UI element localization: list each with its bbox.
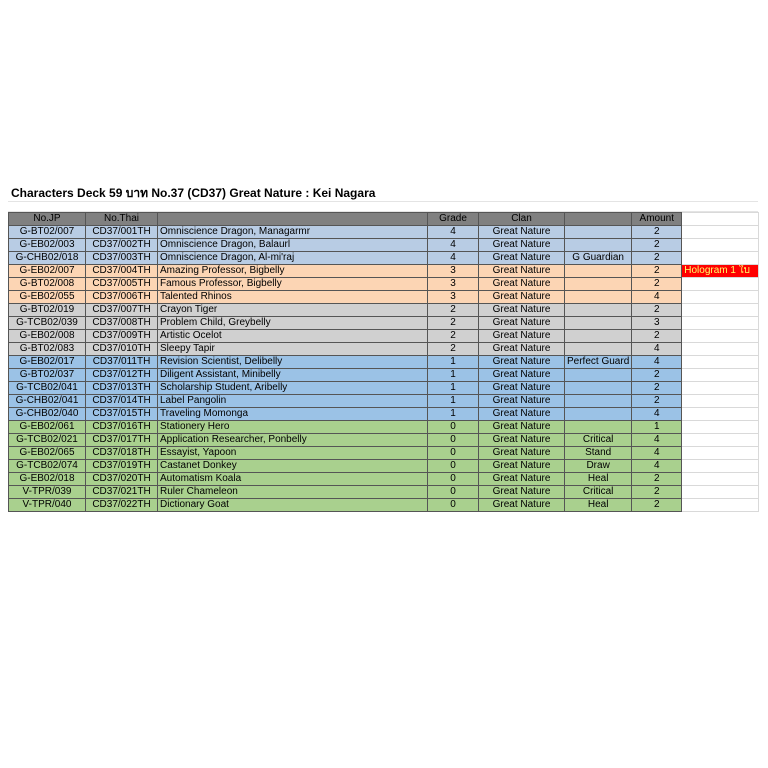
cell-grade: 0 (428, 499, 479, 512)
cell-amount: 2 (632, 252, 682, 265)
table-row (9, 239, 759, 252)
deck-table (8, 212, 759, 512)
cell-grade: 1 (428, 395, 479, 408)
table-row (9, 252, 759, 265)
cell-note (682, 291, 759, 304)
cell-grade: 4 (428, 239, 479, 252)
cell-grade: 1 (428, 382, 479, 395)
cell-card-name: Artistic Ocelot (158, 330, 428, 343)
cell-no-thai: CD37/005TH (86, 278, 158, 291)
table-row (9, 460, 759, 473)
cell-no-thai: CD37/012TH (86, 369, 158, 382)
cell-no-thai: CD37/015TH (86, 408, 158, 421)
cell-card-name: Problem Child, Greybelly (158, 317, 428, 330)
cell-amount: 2 (632, 369, 682, 382)
cell-grade: 2 (428, 343, 479, 356)
cell-no-thai: CD37/002TH (86, 239, 158, 252)
cell-no-jp: G-TCB02/074 (9, 460, 86, 473)
cell-skill: G Guardian (565, 252, 632, 265)
cell-skill (565, 304, 632, 317)
header-name (158, 213, 428, 226)
cell-skill (565, 291, 632, 304)
cell-skill (565, 265, 632, 278)
cell-grade: 2 (428, 330, 479, 343)
cell-amount: 2 (632, 239, 682, 252)
cell-grade: 2 (428, 317, 479, 330)
cell-grade: 0 (428, 434, 479, 447)
cell-skill (565, 278, 632, 291)
cell-card-name: Stationery Hero (158, 421, 428, 434)
cell-clan: Great Nature (479, 369, 565, 382)
header-skill (565, 213, 632, 226)
table-row (9, 434, 759, 447)
cell-note (682, 278, 759, 291)
table-row (9, 499, 759, 512)
cell-grade: 1 (428, 408, 479, 421)
cell-card-name: Sleepy Tapir (158, 343, 428, 356)
cell-note (682, 226, 759, 239)
cell-amount: 2 (632, 486, 682, 499)
cell-note (682, 382, 759, 395)
cell-clan: Great Nature (479, 395, 565, 408)
cell-skill: Critical (565, 486, 632, 499)
cell-amount: 2 (632, 499, 682, 512)
cell-note (682, 317, 759, 330)
cell-no-jp: G-EB02/007 (9, 265, 86, 278)
cell-card-name: Crayon Tiger (158, 304, 428, 317)
cell-no-thai: CD37/003TH (86, 252, 158, 265)
cell-note (682, 447, 759, 460)
header-clan: Clan (479, 213, 565, 226)
cell-clan: Great Nature (479, 291, 565, 304)
cell-amount: 4 (632, 356, 682, 369)
cell-no-thai: CD37/020TH (86, 473, 158, 486)
cell-card-name: Famous Professor, Bigbelly (158, 278, 428, 291)
cell-grade: 2 (428, 304, 479, 317)
cell-grade: 1 (428, 369, 479, 382)
cell-clan: Great Nature (479, 434, 565, 447)
cell-skill: Draw (565, 460, 632, 473)
cell-no-thai: CD37/017TH (86, 434, 158, 447)
cell-amount: 2 (632, 278, 682, 291)
cell-note (682, 330, 759, 343)
cell-clan: Great Nature (479, 304, 565, 317)
cell-no-thai: CD37/019TH (86, 460, 158, 473)
cell-skill: Stand (565, 447, 632, 460)
cell-no-jp: G-TCB02/041 (9, 382, 86, 395)
header-row (9, 213, 759, 226)
sheet-title: Characters Deck 59 บาท No.37 (CD37) Great Nature : Kei Nagara (11, 186, 376, 200)
cell-card-name: Ruler Chameleon (158, 486, 428, 499)
cell-skill: Heal (565, 499, 632, 512)
cell-note (682, 395, 759, 408)
table-row (9, 291, 759, 304)
cell-amount: 2 (632, 226, 682, 239)
cell-clan: Great Nature (479, 265, 565, 278)
cell-skill: Critical (565, 434, 632, 447)
cell-card-name: Traveling Momonga (158, 408, 428, 421)
cell-amount: 1 (632, 421, 682, 434)
cell-skill (565, 343, 632, 356)
cell-clan: Great Nature (479, 252, 565, 265)
table-row (9, 382, 759, 395)
cell-card-name: Label Pangolin (158, 395, 428, 408)
cell-no-thai: CD37/010TH (86, 343, 158, 356)
cell-no-jp: G-BT02/019 (9, 304, 86, 317)
cell-no-jp: G-EB02/065 (9, 447, 86, 460)
cell-no-thai: CD37/006TH (86, 291, 158, 304)
cell-no-thai: CD37/007TH (86, 304, 158, 317)
cell-no-thai: CD37/016TH (86, 421, 158, 434)
cell-card-name: Amazing Professor, Bigbelly (158, 265, 428, 278)
table-row (9, 473, 759, 486)
cell-note (682, 421, 759, 434)
cell-grade: 3 (428, 278, 479, 291)
cell-clan: Great Nature (479, 382, 565, 395)
cell-no-thai: CD37/009TH (86, 330, 158, 343)
cell-no-jp: G-BT02/008 (9, 278, 86, 291)
cell-no-thai: CD37/001TH (86, 226, 158, 239)
cell-amount: 4 (632, 408, 682, 421)
cell-no-jp: G-CHB02/040 (9, 408, 86, 421)
cell-no-jp: G-CHB02/018 (9, 252, 86, 265)
cell-clan: Great Nature (479, 330, 565, 343)
cell-note (682, 408, 759, 421)
cell-clan: Great Nature (479, 499, 565, 512)
cell-clan: Great Nature (479, 447, 565, 460)
table-row (9, 265, 759, 278)
cell-no-thai: CD37/014TH (86, 395, 158, 408)
cell-note (682, 239, 759, 252)
cell-clan: Great Nature (479, 343, 565, 356)
cell-amount: 4 (632, 434, 682, 447)
table-row (9, 408, 759, 421)
cell-no-thai: CD37/008TH (86, 317, 158, 330)
cell-clan: Great Nature (479, 356, 565, 369)
cell-no-jp: G-EB02/008 (9, 330, 86, 343)
cell-skill (565, 421, 632, 434)
cell-clan: Great Nature (479, 408, 565, 421)
cell-card-name: Revision Scientist, Delibelly (158, 356, 428, 369)
cell-card-name: Omniscience Dragon, Managarmr (158, 226, 428, 239)
empty-row (8, 199, 758, 212)
cell-amount: 2 (632, 265, 682, 278)
header-amount: Amount (632, 213, 682, 226)
cell-no-thai: CD37/011TH (86, 356, 158, 369)
cell-skill (565, 395, 632, 408)
cell-note (682, 434, 759, 447)
cell-no-jp: G-EB02/017 (9, 356, 86, 369)
cell-skill: Perfect Guard (565, 356, 632, 369)
cell-clan: Great Nature (479, 460, 565, 473)
cell-no-thai: CD37/013TH (86, 382, 158, 395)
cell-no-jp: V-TPR/040 (9, 499, 86, 512)
header-grade: Grade (428, 213, 479, 226)
cell-card-name: Diligent Assistant, Minibelly (158, 369, 428, 382)
cell-no-thai: CD37/021TH (86, 486, 158, 499)
cell-skill (565, 408, 632, 421)
cell-grade: 0 (428, 421, 479, 434)
cell-grade: 0 (428, 473, 479, 486)
cell-amount: 2 (632, 473, 682, 486)
cell-card-name: Scholarship Student, Aribelly (158, 382, 428, 395)
cell-amount: 4 (632, 291, 682, 304)
cell-clan: Great Nature (479, 473, 565, 486)
cell-card-name: Automatism Koala (158, 473, 428, 486)
cell-no-jp: G-EB02/055 (9, 291, 86, 304)
table-row (9, 304, 759, 317)
cell-card-name: Essayist, Yapoon (158, 447, 428, 460)
cell-grade: 0 (428, 460, 479, 473)
cell-card-name: Castanet Donkey (158, 460, 428, 473)
table-row (9, 421, 759, 434)
header-note (682, 213, 759, 226)
cell-card-name: Application Researcher, Ponbelly (158, 434, 428, 447)
cell-clan: Great Nature (479, 226, 565, 239)
cell-note (682, 460, 759, 473)
cell-amount: 3 (632, 317, 682, 330)
cell-grade: 1 (428, 356, 479, 369)
cell-note (682, 473, 759, 486)
cell-no-jp: G-TCB02/039 (9, 317, 86, 330)
table-row (9, 486, 759, 499)
cell-skill (565, 330, 632, 343)
cell-note (682, 486, 759, 499)
cell-amount: 4 (632, 343, 682, 356)
table-row (9, 226, 759, 239)
cell-skill (565, 317, 632, 330)
cell-no-jp: G-TCB02/021 (9, 434, 86, 447)
cell-no-jp: G-EB02/018 (9, 473, 86, 486)
cell-no-thai: CD37/004TH (86, 265, 158, 278)
table-row (9, 343, 759, 356)
cell-amount: 2 (632, 382, 682, 395)
deck-body (9, 226, 759, 512)
cell-skill (565, 239, 632, 252)
table-row (9, 447, 759, 460)
cell-no-jp: G-CHB02/041 (9, 395, 86, 408)
table-row (9, 369, 759, 382)
cell-note (682, 369, 759, 382)
table-row (9, 395, 759, 408)
header-no-jp: No.JP (9, 213, 86, 226)
table-row (9, 330, 759, 343)
cell-note: Hologram 1 ใบ (682, 265, 759, 278)
cell-grade: 0 (428, 447, 479, 460)
cell-grade: 4 (428, 252, 479, 265)
cell-grade: 4 (428, 226, 479, 239)
cell-grade: 3 (428, 265, 479, 278)
header-no-thai: No.Thai (86, 213, 158, 226)
cell-card-name: Omniscience Dragon, Balaurl (158, 239, 428, 252)
cell-no-jp: G-BT02/007 (9, 226, 86, 239)
cell-note (682, 343, 759, 356)
cell-note (682, 304, 759, 317)
cell-grade: 3 (428, 291, 479, 304)
cell-no-jp: G-BT02/037 (9, 369, 86, 382)
cell-clan: Great Nature (479, 239, 565, 252)
cell-no-jp: G-EB02/003 (9, 239, 86, 252)
cell-skill (565, 226, 632, 239)
cell-no-jp: V-TPR/039 (9, 486, 86, 499)
cell-note (682, 356, 759, 369)
cell-note (682, 499, 759, 512)
cell-skill (565, 369, 632, 382)
cell-clan: Great Nature (479, 317, 565, 330)
cell-no-thai: CD37/022TH (86, 499, 158, 512)
cell-skill: Heal (565, 473, 632, 486)
table-row (9, 356, 759, 369)
cell-no-thai: CD37/018TH (86, 447, 158, 460)
cell-skill (565, 382, 632, 395)
cell-amount: 4 (632, 460, 682, 473)
cell-amount: 4 (632, 447, 682, 460)
cell-card-name: Dictionary Goat (158, 499, 428, 512)
cell-no-jp: G-EB02/061 (9, 421, 86, 434)
cell-card-name: Omniscience Dragon, Al-mi'raj (158, 252, 428, 265)
cell-clan: Great Nature (479, 421, 565, 434)
cell-no-jp: G-BT02/083 (9, 343, 86, 356)
cell-card-name: Talented Rhinos (158, 291, 428, 304)
cell-amount: 2 (632, 330, 682, 343)
cell-amount: 2 (632, 395, 682, 408)
cell-amount: 2 (632, 304, 682, 317)
cell-grade: 0 (428, 486, 479, 499)
cell-clan: Great Nature (479, 486, 565, 499)
table-row (9, 317, 759, 330)
cell-note (682, 252, 759, 265)
cell-clan: Great Nature (479, 278, 565, 291)
table-row (9, 278, 759, 291)
